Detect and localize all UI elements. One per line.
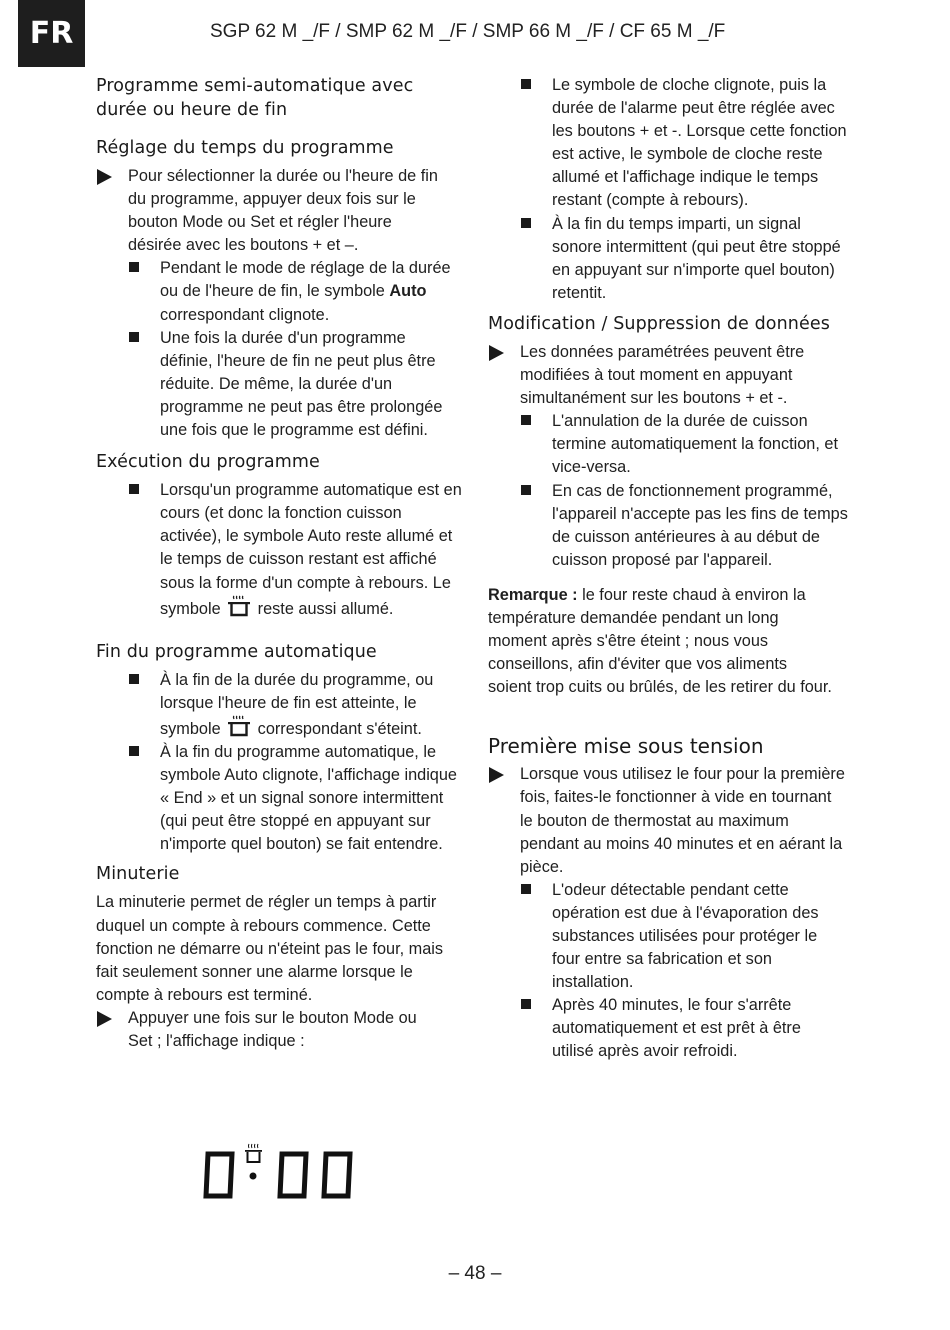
list-item: Pendant le mode de réglage de la durée ou de l'heure de fin, le symbole Auto correspondant clignote. xyxy=(96,257,460,326)
model-header: SGP 62 M _/F / SMP 62 M _/F / SMP 66 M _/F / CF 65 M _/F xyxy=(210,21,726,42)
heading-minuterie: Minuterie xyxy=(96,864,180,885)
remarque-paragraph: Remarque : le four reste chaud à environ la température demandée pendant un long moment après s'être éteint ; nous vous conseillons, afin d'éviter que vos aliments soient trop cuits ou brûlés, de les retirer du four. xyxy=(488,585,832,697)
list-item: Une fois la durée d'un programme définie, l'heure de fin ne peut plus être réduite. De même, la durée d'un programme ne peut pas être prolongée une fois que le programme est défini. xyxy=(96,327,460,442)
list-item: En cas de fonctionnement programmé, l'appareil n'accepte pas les fins de temps de cuisson antérieures à au début de cuisson proposé par l'appareil. xyxy=(488,480,856,572)
square-bullet-icon xyxy=(129,674,139,684)
square-bullet-icon xyxy=(129,262,139,272)
list-item: L'annulation de la durée de cuisson termine automatiquement la fonction, et vice-versa. xyxy=(488,410,856,479)
list-item: L'odeur détectable pendant cette opération est due à l'évaporation des substances utilisées pour protéger le four entre sa fabrication et son installation. xyxy=(488,879,847,994)
list-item: Lorsqu'un programme automatique est en cours (et donc la fonction cuisson activée), le symbole Auto reste allumé et le temps de cuisson restant est affiché sous la forme d'un compte à rebours. Le symbole reste aussi allumé. xyxy=(96,479,466,621)
list-item: Après 40 minutes, le four s'arrête automatiquement et est prêt à être utilisé après avoir refroidi. xyxy=(488,994,847,1063)
square-bullet-icon xyxy=(521,485,531,495)
cooking-pot-icon xyxy=(245,1144,262,1162)
minuterie-instruction: Appuyer une fois sur le bouton Mode ou Set ; l'affichage indique : xyxy=(96,1007,474,1053)
heading-semi-auto: Programme semi-automatique avec durée ou heure de fin xyxy=(96,76,414,120)
execution-bullets xyxy=(96,479,474,621)
square-bullet-icon xyxy=(521,415,531,425)
heading-execution: Exécution du programme xyxy=(96,452,320,473)
arrow-bullet-icon xyxy=(489,345,504,361)
square-bullet-icon xyxy=(521,79,531,89)
square-bullet-icon xyxy=(129,484,139,494)
modif-bullets xyxy=(488,410,860,572)
fin-bullets xyxy=(96,669,474,857)
seven-segment-digits xyxy=(200,1142,360,1200)
reglage-instruction: Pour sélectionner la durée ou l'heure de fin du programme, appuyer deux fois sur le bouton Mode ou Set et régler l'heure désirée avec les boutons + et –. xyxy=(96,165,474,257)
premiere-bullets xyxy=(488,879,860,1064)
language-badge: FR xyxy=(18,0,85,67)
cooking-pot-icon xyxy=(227,715,251,737)
arrow-bullet-icon xyxy=(97,1011,112,1027)
list-item: À la fin de la durée du programme, ou lorsque l'heure de fin est atteinte, le symbole correspondant s'éteint. xyxy=(96,669,460,741)
square-bullet-icon xyxy=(129,332,139,342)
minuterie-paragraph: La minuterie permet de régler un temps à partir duquel un compte à rebours commence. Cette fonction ne démarre ou n'éteint pas le four, mais fait seulement sonner une alarme lorsque le compte à rebours est terminé. xyxy=(96,893,444,1004)
heading-modification: Modification / Suppression de données xyxy=(488,313,830,334)
list-item: Le symbole de cloche clignote, puis la durée de l'alarme peut être réglée avec les boutons + et -. Lorsque cette fonction est active, le symbole de cloche reste allumé et l'affichage indique le temps restant (compte à rebours). xyxy=(488,74,852,213)
list-item: À la fin du temps imparti, un signal sonore intermittent (qui peut être stoppé en appuyant sur n'importe quel bouton) retentit. xyxy=(488,213,852,305)
square-bullet-icon xyxy=(521,218,531,228)
heading-fin: Fin du programme automatique xyxy=(96,641,377,662)
heading-premiere: Première mise sous tension xyxy=(488,734,764,759)
arrow-bullet-icon xyxy=(97,169,112,185)
square-bullet-icon xyxy=(521,884,531,894)
page-number: – 48 – xyxy=(448,1263,502,1284)
premiere-instruction: Lorsque vous utilisez le four pour la première fois, faites-le fonctionner à vide en tournant le bouton de thermostat au maximum pendant au moins 40 minutes et en aérant la pièce. xyxy=(488,763,860,878)
left-column xyxy=(96,74,474,1053)
right-column xyxy=(488,74,860,1064)
alarm-bullets xyxy=(488,74,860,305)
square-bullet-icon xyxy=(129,746,139,756)
arrow-bullet-icon xyxy=(489,767,504,783)
heading-reglage: Réglage du temps du programme xyxy=(96,138,394,158)
list-item: À la fin du programme automatique, le symbole Auto clignote, l'affichage indique « End » et un signal sonore intermittent (qui peut être stoppé en appuyant sur n'importe quel bouton) se fait entendre. xyxy=(96,741,460,856)
reglage-bullets xyxy=(96,257,474,442)
square-bullet-icon xyxy=(521,999,531,1009)
modif-instruction: Les données paramétrées peuvent être modifiées à tout moment en appuyant simultanément sur les boutons + et -. xyxy=(488,341,860,410)
timer-display xyxy=(200,1142,360,1200)
cooking-pot-icon xyxy=(227,595,251,617)
